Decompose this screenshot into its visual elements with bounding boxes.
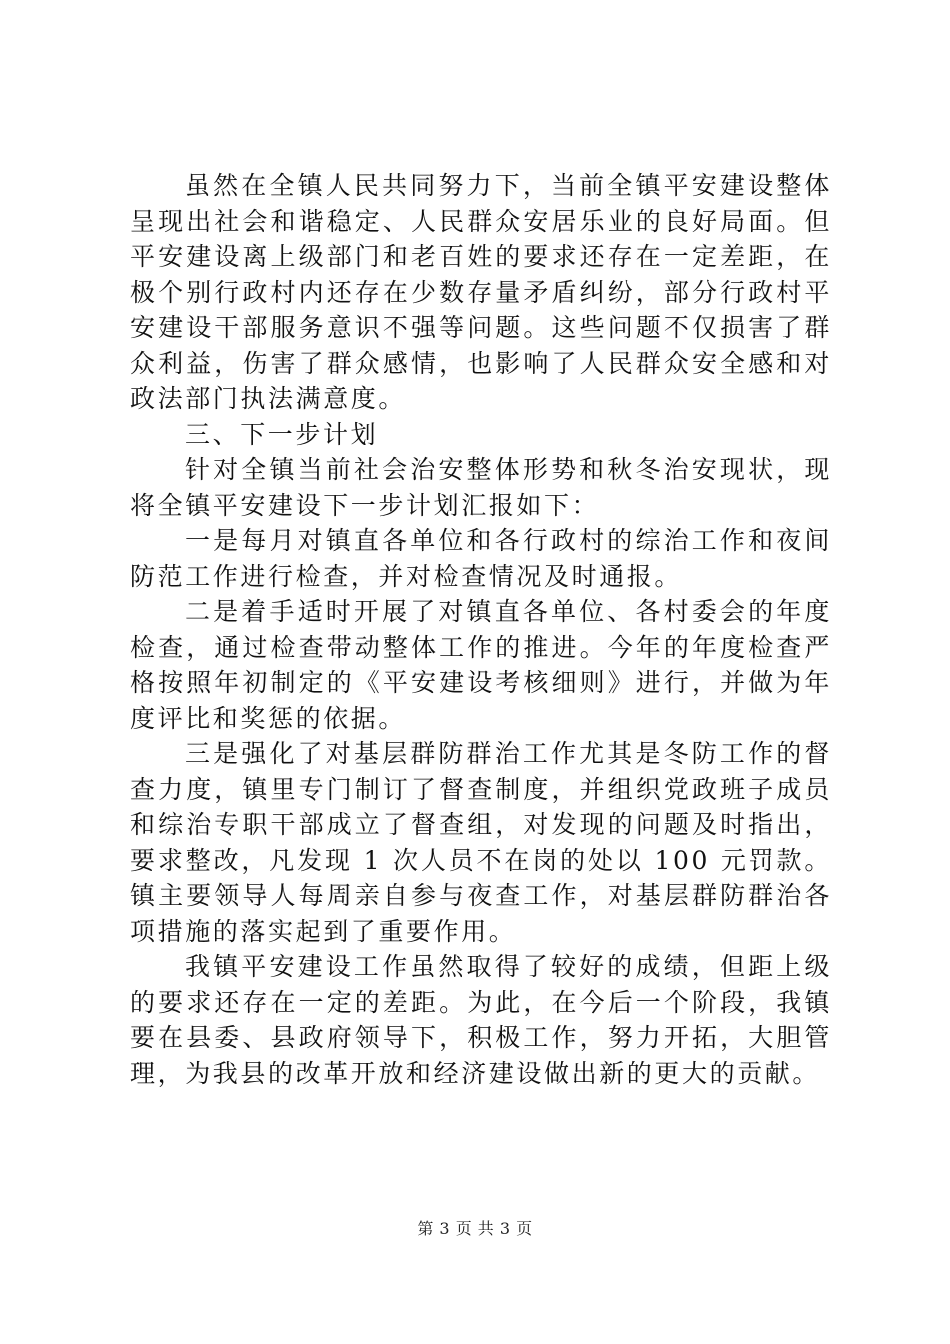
paragraph-problems: 虽然在全镇人民共同努力下，当前全镇平安建设整体呈现出社会和谐稳定、人民群众安居乐业的良好局面。但平安建设离上级部门和老百姓的要求还存在一定差距，在极个别行政村内还存在少数存量矛盾纠纷，部分行政村平安建设干部服务意识不强等问题。这些问题不仅损害了群众利益，伤害了群众感情，也影响了人民群众安全感和对政法部门执法满意度。 (130, 171, 832, 413)
paragraph-conclusion: 我镇平安建设工作虽然取得了较好的成绩，但距上级的要求还存在一定的差距。为此，在今后一个阶段，我镇要在县委、县政府领导下，积极工作，努力开拓，大胆管理，为我县的改革开放和经济建设做出新的更大的贡献。 (130, 952, 832, 1088)
paragraph-plan-intro: 针对全镇当前社会治安整体形势和秋冬治安现状，现将全镇平安建设下一步计划汇报如下： (130, 455, 832, 520)
paragraph-plan-item-2: 二是着手适时开展了对镇直各单位、各村委会的年度检查，通过检查带动整体工作的推进。今年的年度检查严格按照年初制定的《平安建设考核细则》进行，并做为年度评比和奖惩的依据。 (130, 597, 832, 733)
section-heading-next-plan: 三、下一步计划 (185, 419, 379, 449)
paragraph-plan-item-1: 一是每月对镇直各单位和各行政村的综治工作和夜间防范工作进行检查，并对检查情况及时通报。 (130, 526, 832, 591)
paragraph-plan-item-3: 三是强化了对基层群防群治工作尤其是冬防工作的督查力度，镇里专门制订了督查制度，并组织党政班子成员和综治专职干部成立了督查组，对发现的问题及时指出，要求整改，凡发现 1 次人员不在岗的处以 100 元罚款。镇主要领导人每周亲自参与夜查工作，对基层群防群治各项措施的落实起到了重要作用。 (130, 739, 832, 946)
page-number-footer: 第 3 页 共 3 页 (417, 1219, 533, 1238)
document-body (130, 168, 832, 1091)
